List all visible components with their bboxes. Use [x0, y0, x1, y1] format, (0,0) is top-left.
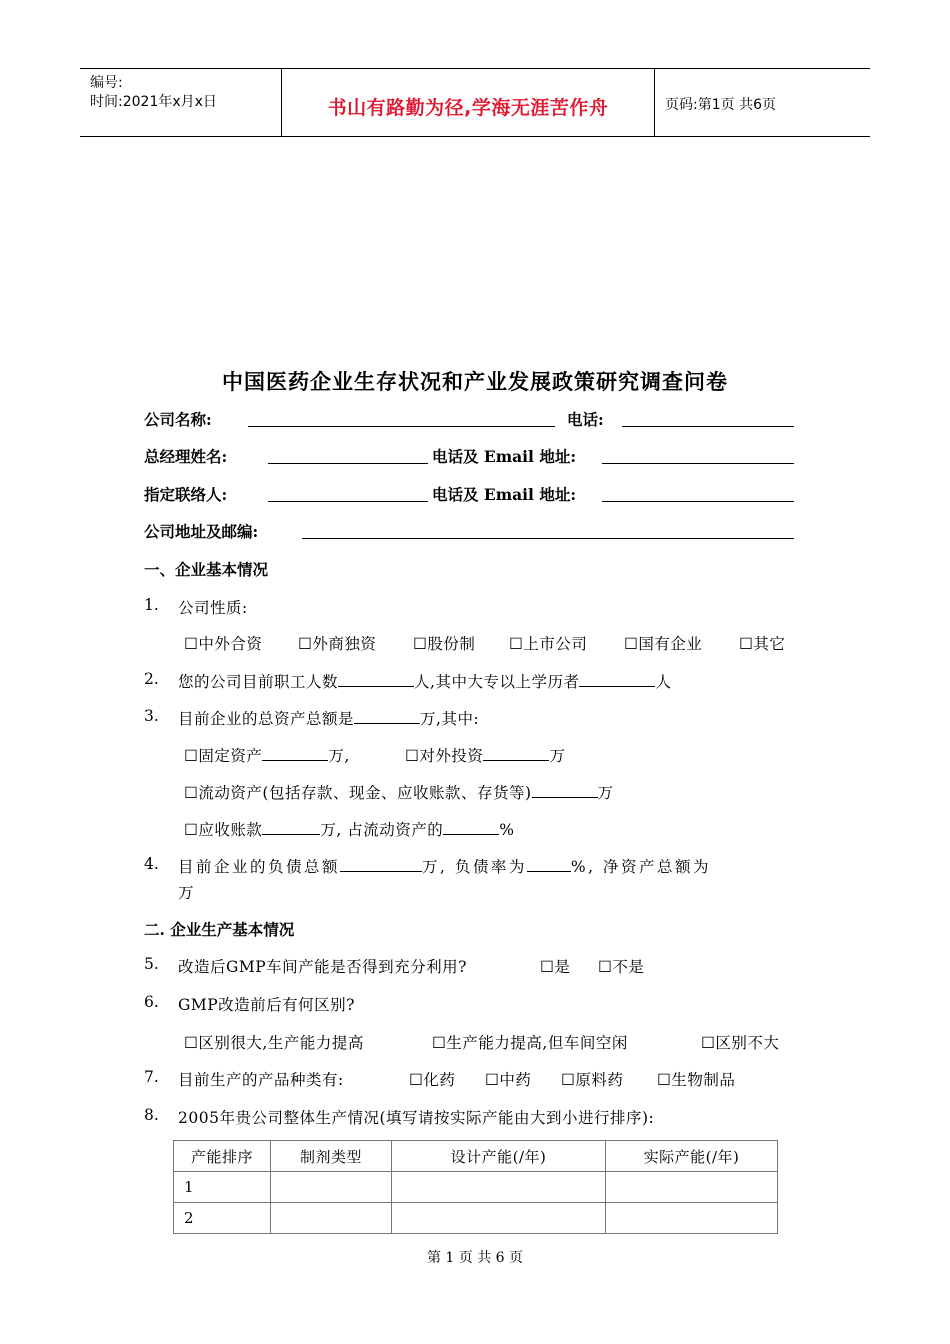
liaison-field[interactable] — [268, 501, 428, 502]
q8-number: 8. — [144, 1106, 159, 1124]
q4-text — [178, 855, 711, 877]
phone-field[interactable] — [622, 426, 794, 427]
gm-name-label: 总经理姓名: — [144, 447, 228, 466]
q6-option[interactable]: ☐区别很大,生产能力提高 — [184, 1034, 364, 1052]
total-assets-field[interactable] — [354, 709, 420, 724]
document-header — [80, 68, 870, 137]
q4-text-a: 目前企业的负债总额 — [178, 858, 341, 876]
investment-unit: 万 — [549, 747, 566, 765]
q2-text-c: 人 — [655, 673, 672, 691]
header-page-cell — [655, 69, 870, 136]
percent-sign: % — [499, 821, 515, 839]
number-label: 编号: — [90, 75, 123, 91]
header-meta-cell — [80, 69, 281, 136]
q7-number: 7. — [144, 1068, 159, 1086]
q5-no-option[interactable]: ☐不是 — [598, 958, 645, 976]
q7-option[interactable]: ☐中药 — [485, 1071, 532, 1089]
q3-text — [178, 707, 479, 729]
table-header-row — [174, 1141, 778, 1172]
current-assets-field[interactable] — [532, 783, 598, 798]
q3-fixed-assets — [184, 744, 350, 766]
q4-number: 4. — [144, 855, 159, 873]
liaison-contact-label: 电话及 Email 地址: — [432, 485, 577, 504]
address-label: 公司地址及邮编: — [144, 522, 259, 541]
q1-option[interactable]: ☐上市公司 — [509, 635, 588, 653]
receivables-pct-field[interactable] — [443, 820, 499, 835]
q1-number: 1. — [144, 596, 159, 614]
q4-text-b: 万, 负债率为 — [422, 858, 527, 876]
header-motto-cell — [281, 69, 655, 136]
phone-label: 电话: — [567, 410, 604, 429]
table-header-cell: 实际产能(/年) — [606, 1141, 778, 1172]
table-row — [174, 1203, 778, 1234]
q3-text-b: 万,其中: — [420, 710, 480, 728]
table-cell[interactable] — [606, 1203, 778, 1234]
q3-external-investment — [405, 744, 565, 766]
q3-number: 3. — [144, 707, 159, 725]
receivables-unit: 万, 占流动资产的 — [320, 821, 444, 839]
q5-yes-option[interactable]: ☐是 — [540, 958, 571, 976]
q3-current-assets — [184, 781, 614, 803]
current-assets-checkbox[interactable]: ☐流动资产(包括存款、现金、应收账款、存货等) — [184, 784, 532, 802]
table-cell[interactable] — [271, 1172, 392, 1203]
q1-option[interactable]: ☐中外合资 — [184, 635, 263, 653]
q3-text-a: 目前企业的总资产总额是 — [178, 710, 355, 728]
table-header-cell: 制剂类型 — [271, 1141, 392, 1172]
table-header-cell: 设计产能(/年) — [392, 1141, 606, 1172]
table-cell[interactable] — [392, 1203, 606, 1234]
q7-option[interactable]: ☐化药 — [409, 1071, 456, 1089]
table-cell: 2 — [174, 1203, 271, 1234]
liabilities-field[interactable] — [340, 857, 422, 872]
current-assets-unit: 万 — [597, 784, 614, 802]
debt-ratio-field[interactable] — [527, 857, 571, 872]
q2-text — [178, 670, 671, 692]
q2-number: 2. — [144, 670, 159, 688]
table-cell[interactable] — [271, 1203, 392, 1234]
liaison-contact-field[interactable] — [602, 501, 794, 502]
liaison-label: 指定联络人: — [144, 485, 228, 504]
gm-name-field[interactable] — [268, 463, 428, 464]
section-2-heading: 二. 企业生产基本情况 — [144, 920, 295, 939]
q5-number: 5. — [144, 955, 159, 973]
production-table — [173, 1140, 778, 1234]
investment-field[interactable] — [483, 746, 549, 761]
table-row — [174, 1172, 778, 1203]
table-cell[interactable] — [606, 1172, 778, 1203]
q1-text: 公司性质: — [178, 599, 248, 617]
page-footer: 第 1 页 共 6 页 — [426, 1250, 524, 1266]
q7-text: 目前生产的产品种类有: — [178, 1071, 344, 1089]
q5-text: 改造后GMP车间产能是否得到充分利用? — [178, 958, 467, 976]
q7-option[interactable]: ☐生物制品 — [657, 1071, 736, 1089]
gm-contact-label: 电话及 Email 地址: — [432, 447, 577, 466]
company-name-field[interactable] — [248, 426, 555, 427]
q4-text-d: 万 — [178, 884, 195, 902]
table-cell[interactable] — [392, 1172, 606, 1203]
q1-option[interactable]: ☐股份制 — [413, 635, 476, 653]
investment-checkbox[interactable]: ☐对外投资 — [405, 747, 484, 765]
q6-number: 6. — [144, 993, 159, 1011]
q6-option[interactable]: ☐生产能力提高,但车间空闲 — [432, 1034, 628, 1052]
q4-text-c: %, 净资产总额为 — [570, 858, 711, 876]
motto: 书山有路勤为径,学海无涯苦作舟 — [327, 97, 609, 119]
page-title: 中国医药企业生存状况和产业发展政策研究调查问卷 — [222, 369, 728, 394]
q1-option[interactable]: ☐其它 — [739, 635, 786, 653]
fixed-assets-checkbox[interactable]: ☐固定资产 — [184, 747, 263, 765]
q1-option[interactable]: ☐外商独资 — [298, 635, 377, 653]
q2-text-a: 您的公司目前职工人数 — [178, 673, 339, 691]
staff-count-field[interactable] — [338, 672, 414, 687]
q8-text: 2005年贵公司整体生产情况(填写请按实际产能由大到小进行排序): — [178, 1109, 655, 1127]
company-name-label: 公司名称: — [144, 410, 212, 429]
receivables-checkbox[interactable]: ☐应收账款 — [184, 821, 263, 839]
q2-text-b: 人,其中大专以上学历者 — [414, 673, 580, 691]
gm-contact-field[interactable] — [602, 463, 794, 464]
fixed-assets-field[interactable] — [262, 746, 328, 761]
table-header-cell: 产能排序 — [174, 1141, 271, 1172]
section-1-heading: 一、企业基本情况 — [144, 560, 269, 579]
q3-receivables — [184, 818, 515, 840]
q6-option[interactable]: ☐区别不大 — [701, 1034, 780, 1052]
fixed-assets-unit: 万, — [328, 747, 350, 765]
q7-option[interactable]: ☐原料药 — [561, 1071, 624, 1089]
page-label: 页码:第1页 共6页 — [665, 97, 776, 113]
receivables-field[interactable] — [262, 820, 320, 835]
q1-option[interactable]: ☐国有企业 — [624, 635, 703, 653]
graduate-count-field[interactable] — [579, 672, 655, 687]
q6-text: GMP改造前后有何区别? — [178, 996, 355, 1014]
date-label: 时间:2021年x月x日 — [90, 94, 217, 110]
address-field[interactable] — [302, 538, 794, 539]
table-cell: 1 — [174, 1172, 271, 1203]
